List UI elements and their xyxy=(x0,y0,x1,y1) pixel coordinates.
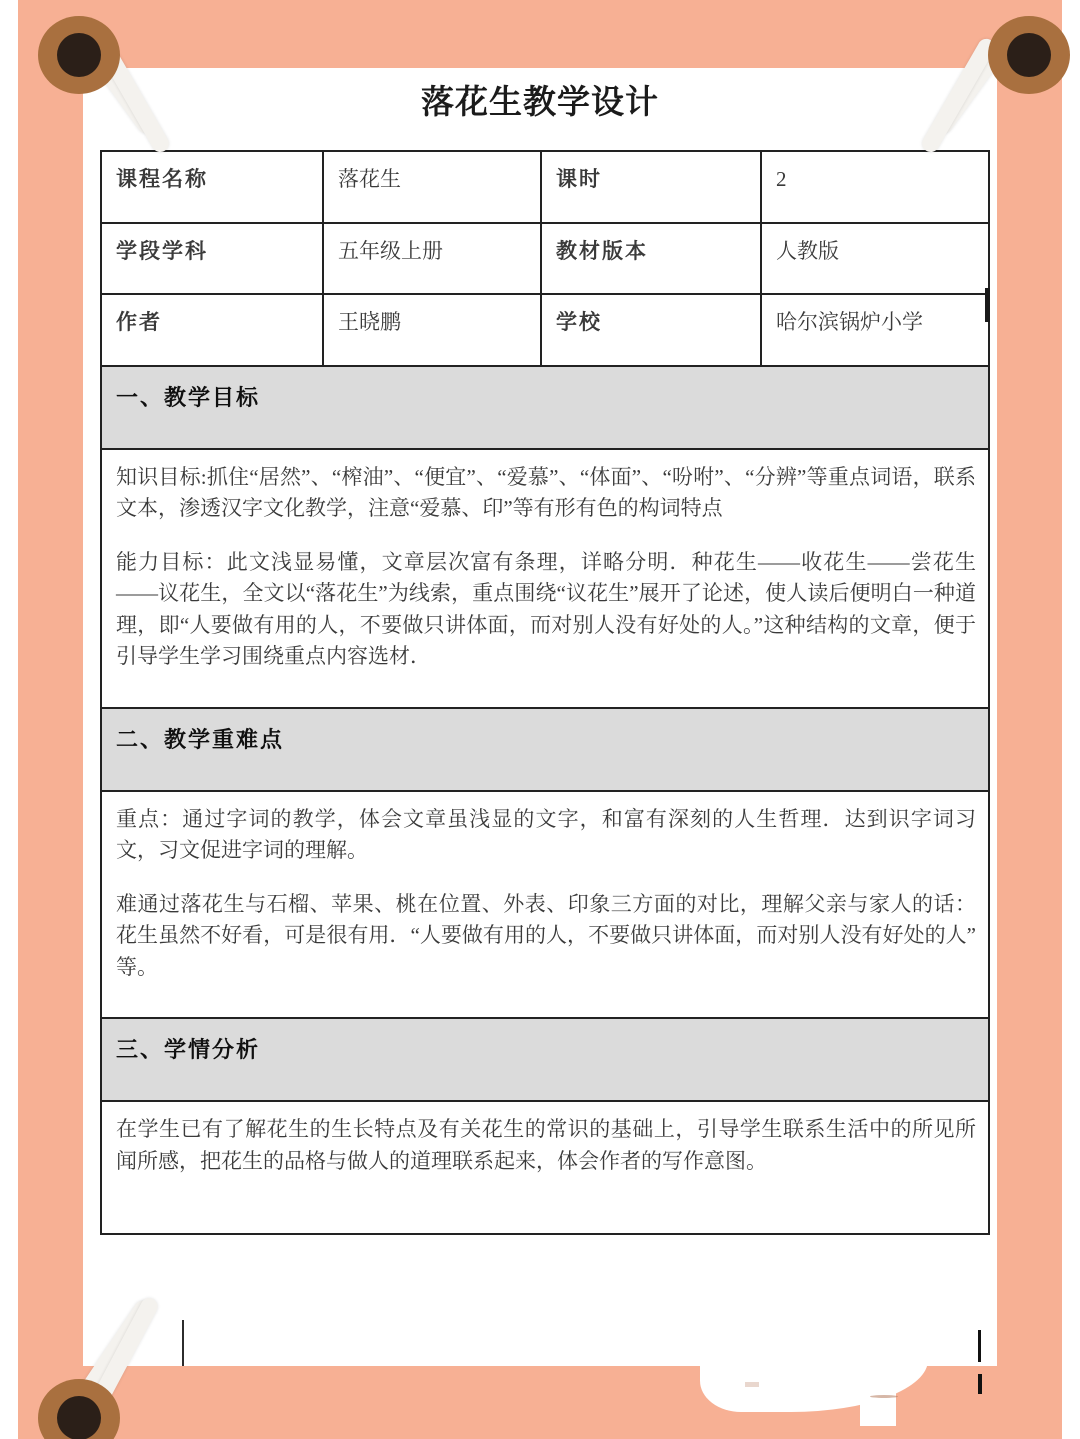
field-value-school: 哈尔滨锅炉小学 xyxy=(761,294,989,366)
paper-torn-edge-secondary xyxy=(860,1356,896,1426)
paragraph-difficult-point: 难通过落花生与石榴、苹果、桃在位置、外表、印象三方面的对比，理解父亲与家人的话：花生虽然不好看，可是很有用．“人要做有用的人，不要做只讲体面，而对别人没有好处的人”等。 xyxy=(116,891,976,979)
field-label-textbook-edition: 教材版本 xyxy=(541,223,761,295)
paragraph-ability-objective: 能力目标：此文浅显易懂，文章层次富有条理，详略分明．种花生——收花生——尝花生——议花生，全文以“落花生”为线索，重点围绕“议花生”展开了论述，使人读后便明白一种道理，即“人要做有用的人，不要做只讲体面，而对别人没有好处的人。”这种结构的文章，便于引导学生学习围绕重点内容选材． xyxy=(116,549,976,668)
section-header-key-difficulties xyxy=(101,708,989,791)
field-label-school: 学校 xyxy=(541,294,761,366)
section-body-text xyxy=(101,449,989,708)
lesson-plan-table xyxy=(100,150,990,1235)
paragraph-student-analysis: 在学生已有了解花生的生长特点及有关花生的常识的基础上，引导学生联系生活中的所见所闻所感，把花生的品格与做人的道理联系起来，体会作者的写作意图。 xyxy=(116,1117,976,1173)
section-heading-label: 二、教学重难点 xyxy=(101,708,989,791)
field-value-course-name: 落花生 xyxy=(323,151,541,223)
section-body-key-difficulties xyxy=(101,791,989,1019)
page-edge-marker xyxy=(985,288,990,322)
page-title: 落花生教学设计 xyxy=(421,85,659,121)
table-row xyxy=(101,151,989,223)
field-value-class-hours: 2 xyxy=(761,151,989,223)
field-value-grade-subject: 五年级上册 xyxy=(323,223,541,295)
paragraph-key-point: 重点：通过字词的教学，体会文章虽浅显的文字，和富有深刻的人生哲理．达到识字词习文，习文促进字词的理解。 xyxy=(116,806,976,862)
grommet-ring-top-right xyxy=(988,16,1070,94)
paper-speck xyxy=(870,1395,898,1398)
section-body-text xyxy=(101,1101,989,1234)
section-body-teaching-objectives xyxy=(101,449,989,708)
ink-line-marker xyxy=(978,1330,981,1362)
field-label-grade-subject: 学段学科 xyxy=(101,223,323,295)
ink-line-marker xyxy=(978,1374,982,1394)
section-body-student-analysis xyxy=(101,1101,989,1234)
section-heading-label: 一、教学目标 xyxy=(101,366,989,449)
field-value-textbook-edition: 人教版 xyxy=(761,223,989,295)
field-label-course-name: 课程名称 xyxy=(101,151,323,223)
table-row xyxy=(101,223,989,295)
section-header-student-analysis xyxy=(101,1018,989,1101)
grommet-ring-top-left xyxy=(38,16,120,94)
section-body-text xyxy=(101,791,989,1019)
field-value-author: 王晓鹏 xyxy=(323,294,541,366)
paper-speck xyxy=(745,1382,759,1387)
section-header-teaching-objectives xyxy=(101,366,989,449)
section-heading-label: 三、学情分析 xyxy=(101,1018,989,1101)
paragraph-knowledge-objective: 知识目标:抓住“居然”、“榨油”、“便宜”、“爱慕”、“体面”、“吩咐”、“分辨”等重点词语，联系文本，渗透汉字文化教学，注意“爱慕、印”等有形有色的构词特点 xyxy=(116,464,976,520)
ink-line-marker xyxy=(182,1320,184,1366)
table-row xyxy=(101,294,989,366)
field-label-author: 作者 xyxy=(101,294,323,366)
field-label-class-hours: 课时 xyxy=(541,151,761,223)
